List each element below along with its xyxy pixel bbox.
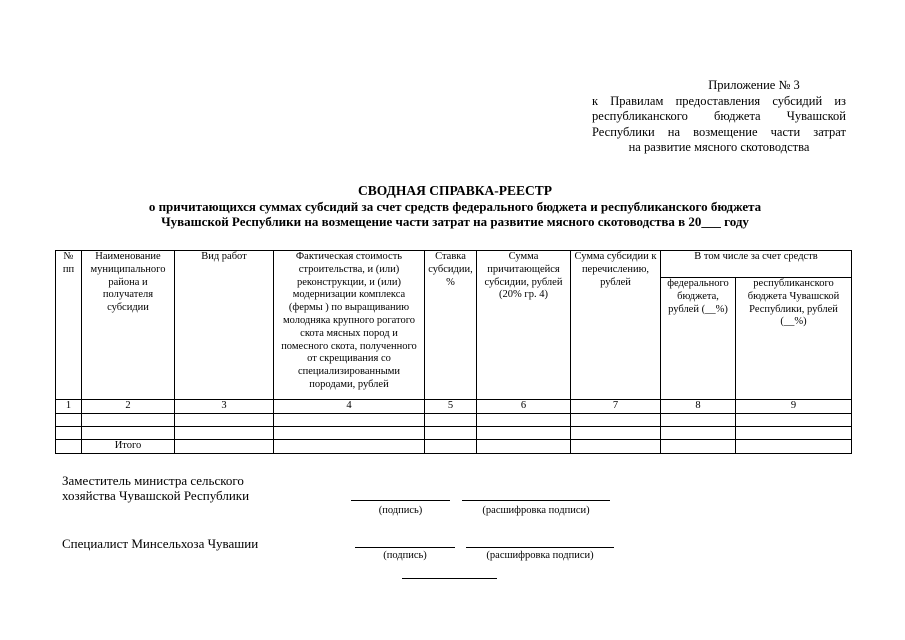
specialist-signature-line — [355, 547, 455, 548]
table-cell — [571, 426, 661, 439]
appendix-block — [592, 78, 846, 156]
header-col-rate: Ставка субсидии, % — [425, 251, 477, 400]
deputy-signature-caption: (подпись) — [378, 505, 423, 516]
column-number: 4 — [274, 400, 425, 414]
header-col-federal: федерального бюджета, рублей (__%) — [661, 278, 736, 400]
table-cell — [661, 426, 736, 439]
total-row — [56, 439, 852, 453]
registry-table — [55, 250, 852, 454]
column-number: 7 — [571, 400, 661, 414]
table-cell — [82, 426, 175, 439]
table-cell — [661, 439, 736, 453]
header-col-work-type: Вид работ — [175, 251, 274, 400]
document-heading — [60, 183, 850, 229]
table-cell — [175, 426, 274, 439]
column-number: 3 — [175, 400, 274, 414]
header-group-including: В том числе за счет средств — [661, 251, 852, 278]
table-cell — [175, 439, 274, 453]
date-line — [402, 578, 497, 579]
column-number: 1 — [56, 400, 82, 414]
document-title: СВОДНАЯ СПРАВКА-РЕЕСТР — [357, 183, 553, 198]
appendix-line-1: к Правилам предоставления субсидий из — [592, 93, 846, 108]
deputy-decoding-line — [462, 500, 610, 501]
table-cell — [425, 413, 477, 426]
document-subtitle-line-1: о причитающихся суммах субсидий за счет средств федерального бюджета и республиканского бюджета — [148, 199, 762, 214]
specialist-signature-caption: (подпись) — [383, 550, 427, 561]
deputy-decoding-caption: (расшифровка подписи) — [482, 505, 590, 516]
table-cell — [56, 439, 82, 453]
table-cell — [736, 413, 852, 426]
column-number: 9 — [736, 400, 852, 414]
header-col-number: № пп — [56, 251, 82, 400]
table-row — [56, 413, 852, 426]
deputy-minister-title — [62, 473, 249, 503]
table-cell — [661, 413, 736, 426]
deputy-signature-line — [351, 500, 450, 501]
header-col-republican: республиканского бюджета Чувашской Республики, рублей (__%) — [736, 278, 852, 400]
specialist-decoding-caption: (расшифровка подписи) — [486, 550, 594, 561]
header-col-recipient: Наименование муниципального района и получателя субсидии — [82, 251, 175, 400]
table-cell — [477, 426, 571, 439]
table-cell — [736, 439, 852, 453]
column-number-row — [56, 400, 852, 414]
column-number: 8 — [661, 400, 736, 414]
header-col-subsidy-due: Сумма причитающейся субсидии, рублей (20% гр. 4) — [477, 251, 571, 400]
table-cell — [274, 426, 425, 439]
appendix-line-3: Республики на возмещение части затрат — [592, 124, 846, 139]
table-cell — [274, 413, 425, 426]
deputy-title-line-1: Заместитель министра сельского — [62, 473, 244, 488]
appendix-number: Приложение № 3 — [708, 78, 800, 92]
table-cell — [56, 413, 82, 426]
appendix-line-2: республиканского бюджета Чувашской — [592, 109, 846, 123]
column-number: 5 — [425, 400, 477, 414]
table-cell — [477, 439, 571, 453]
document-subtitle-line-2: Чувашской Республики на возмещение части затрат на развитие мясного скотоводства в 20___ году — [161, 214, 749, 229]
header-col-actual-cost: Фактическая стоимость строительства, и (или) реконструкции, и (или) модернизации комплекса (фермы ) по выращиванию молодняка крупного рогатого скота мясных пород и помесного скота, полученного от скрещивания со специализированными породами, рублей — [274, 251, 425, 400]
table-row — [56, 426, 852, 439]
specialist-title: Специалист Минсельхоза Чувашии — [62, 536, 259, 551]
table-cell — [571, 439, 661, 453]
table-cell — [425, 439, 477, 453]
deputy-title-line-2: хозяйства Чувашской Республики — [62, 488, 250, 503]
table-cell — [274, 439, 425, 453]
table-cell — [736, 426, 852, 439]
table-cell — [425, 426, 477, 439]
table-cell — [82, 413, 175, 426]
column-number: 6 — [477, 400, 571, 414]
table-cell — [571, 413, 661, 426]
header-col-to-transfer: Сумма субсидии к перечислению, рублей — [571, 251, 661, 400]
table-cell — [56, 426, 82, 439]
total-label: Итого — [82, 439, 175, 453]
column-number: 2 — [82, 400, 175, 414]
appendix-line-4: на развитие мясного скотоводства — [628, 140, 810, 154]
table-cell — [477, 413, 571, 426]
specialist-decoding-line — [466, 547, 614, 548]
table-cell — [175, 413, 274, 426]
